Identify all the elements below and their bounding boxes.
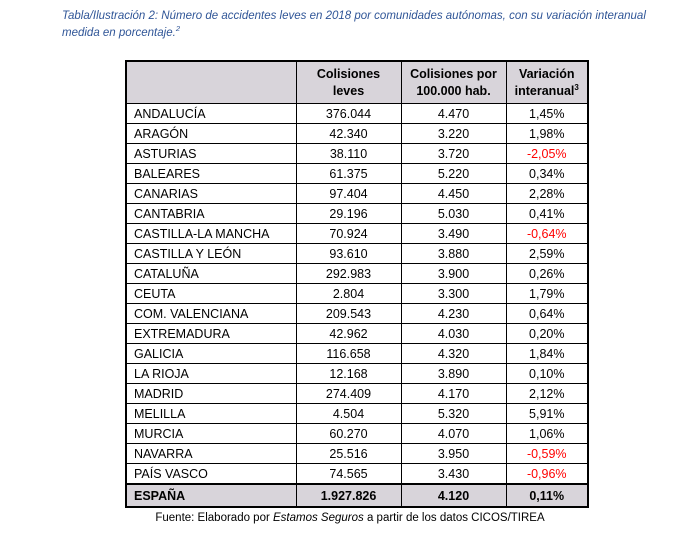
cell-region: PAÍS VASCO xyxy=(126,464,296,485)
cell-region: ESPAÑA xyxy=(126,484,296,507)
cell-region: CANTABRIA xyxy=(126,204,296,224)
table-row xyxy=(126,304,588,324)
table-row xyxy=(126,364,588,384)
cell-colisiones-por-100k: 3.300 xyxy=(401,284,506,304)
table-row xyxy=(126,464,588,485)
caption-footnote-marker: 2 xyxy=(175,24,180,34)
cell-colisiones-leves: 60.270 xyxy=(296,424,401,444)
source-prefix: Fuente: Elaborado por xyxy=(155,512,273,524)
cell-region: LA RIOJA xyxy=(126,364,296,384)
col-header-colisiones-leves xyxy=(296,61,401,104)
cell-colisiones-por-100k: 4.470 xyxy=(401,104,506,124)
cell-region: NAVARRA xyxy=(126,444,296,464)
source-emphasis: Estamos Seguros xyxy=(273,512,364,524)
cell-colisiones-por-100k: 4.030 xyxy=(401,324,506,344)
cell-colisiones-por-100k: 4.120 xyxy=(401,484,506,507)
cell-colisiones-por-100k: 3.900 xyxy=(401,264,506,284)
cell-colisiones-leves: 97.404 xyxy=(296,184,401,204)
cell-variacion-interanual: 0,26% xyxy=(506,264,588,284)
cell-colisiones-leves: 2.804 xyxy=(296,284,401,304)
col-header-line: 100.000 hab. xyxy=(416,83,491,98)
cell-colisiones-leves: 93.610 xyxy=(296,244,401,264)
cell-colisiones-leves: 38.110 xyxy=(296,144,401,164)
cell-variacion-interanual: 0,34% xyxy=(506,164,588,184)
cell-region: MELILLA xyxy=(126,404,296,424)
col-header-line: Variación xyxy=(518,66,575,81)
cell-colisiones-leves: 292.983 xyxy=(296,264,401,284)
cell-region: ANDALUCÍA xyxy=(126,104,296,124)
cell-colisiones-por-100k: 5.320 xyxy=(401,404,506,424)
table-row xyxy=(126,344,588,364)
cell-variacion-interanual: 0,41% xyxy=(506,204,588,224)
cell-colisiones-leves: 274.409 xyxy=(296,384,401,404)
cell-colisiones-por-100k: 3.490 xyxy=(401,224,506,244)
cell-colisiones-leves: 116.658 xyxy=(296,344,401,364)
cell-colisiones-por-100k: 5.030 xyxy=(401,204,506,224)
cell-region: EXTREMADURA xyxy=(126,324,296,344)
cell-colisiones-leves: 12.168 xyxy=(296,364,401,384)
header-footnote-marker: 3 xyxy=(574,82,579,92)
cell-colisiones-leves: 25.516 xyxy=(296,444,401,464)
table-row xyxy=(126,284,588,304)
cell-variacion-interanual: 1,98% xyxy=(506,124,588,144)
cell-variacion-interanual: 1,79% xyxy=(506,284,588,304)
cell-region: CANARIAS xyxy=(126,184,296,204)
cell-colisiones-por-100k: 4.230 xyxy=(401,304,506,324)
source-suffix: a partir de los datos CICOS/TIREA xyxy=(363,512,545,524)
table-row xyxy=(126,244,588,264)
cell-variacion-interanual: 0,64% xyxy=(506,304,588,324)
cell-colisiones-por-100k: 3.950 xyxy=(401,444,506,464)
cell-variacion-interanual: -2,05% xyxy=(506,144,588,164)
cell-region: CASTILLA-LA MANCHA xyxy=(126,224,296,244)
table-row xyxy=(126,404,588,424)
cell-colisiones-leves: 209.543 xyxy=(296,304,401,324)
cell-variacion-interanual: 0,10% xyxy=(506,364,588,384)
cell-colisiones-por-100k: 3.890 xyxy=(401,364,506,384)
cell-variacion-interanual: 2,12% xyxy=(506,384,588,404)
cell-colisiones-por-100k: 3.220 xyxy=(401,124,506,144)
table-row xyxy=(126,124,588,144)
cell-colisiones-leves: 42.340 xyxy=(296,124,401,144)
cell-region: MADRID xyxy=(126,384,296,404)
table-row xyxy=(126,204,588,224)
accidents-table xyxy=(125,60,589,508)
cell-variacion-interanual: 0,11% xyxy=(506,484,588,507)
table-row xyxy=(126,444,588,464)
cell-colisiones-leves: 4.504 xyxy=(296,404,401,424)
col-header-line: Colisiones xyxy=(316,66,381,81)
cell-region: CATALUÑA xyxy=(126,264,296,284)
col-header-line: leves xyxy=(332,83,365,98)
cell-region: COM. VALENCIANA xyxy=(126,304,296,324)
table-row xyxy=(126,224,588,244)
cell-variacion-interanual: 0,20% xyxy=(506,324,588,344)
cell-variacion-interanual: -0,64% xyxy=(506,224,588,244)
cell-colisiones-leves: 42.962 xyxy=(296,324,401,344)
cell-variacion-interanual: 1,06% xyxy=(506,424,588,444)
cell-colisiones-por-100k: 4.320 xyxy=(401,344,506,364)
cell-colisiones-por-100k: 4.170 xyxy=(401,384,506,404)
cell-colisiones-leves: 376.044 xyxy=(296,104,401,124)
table-row xyxy=(126,424,588,444)
table-body xyxy=(126,104,588,508)
cell-colisiones-por-100k: 4.450 xyxy=(401,184,506,204)
col-header-colisiones-por-100k xyxy=(401,61,506,104)
cell-colisiones-leves: 74.565 xyxy=(296,464,401,485)
cell-colisiones-leves: 61.375 xyxy=(296,164,401,184)
cell-variacion-interanual: 5,91% xyxy=(506,404,588,424)
col-header-variacion-interanual xyxy=(506,61,588,104)
cell-colisiones-leves: 1.927.826 xyxy=(296,484,401,507)
cell-colisiones-por-100k: 4.070 xyxy=(401,424,506,444)
table-row xyxy=(126,184,588,204)
cell-region: ASTURIAS xyxy=(126,144,296,164)
table-row xyxy=(126,164,588,184)
cell-variacion-interanual: 1,45% xyxy=(506,104,588,124)
table-row xyxy=(126,104,588,124)
table-row xyxy=(126,484,588,507)
table-row xyxy=(126,264,588,284)
cell-colisiones-por-100k: 3.720 xyxy=(401,144,506,164)
cell-region: BALEARES xyxy=(126,164,296,184)
cell-colisiones-leves: 29.196 xyxy=(296,204,401,224)
cell-colisiones-por-100k: 3.430 xyxy=(401,464,506,485)
source-note xyxy=(0,512,700,524)
cell-region: ARAGÓN xyxy=(126,124,296,144)
cell-variacion-interanual: -0,59% xyxy=(506,444,588,464)
table-row xyxy=(126,144,588,164)
cell-colisiones-por-100k: 3.880 xyxy=(401,244,506,264)
col-header-region xyxy=(126,61,296,104)
table-caption xyxy=(62,8,674,43)
cell-region: MURCIA xyxy=(126,424,296,444)
cell-colisiones-por-100k: 5.220 xyxy=(401,164,506,184)
cell-variacion-interanual: 2,28% xyxy=(506,184,588,204)
cell-variacion-interanual: 1,84% xyxy=(506,344,588,364)
cell-region: GALICIA xyxy=(126,344,296,364)
table-row xyxy=(126,324,588,344)
cell-colisiones-leves: 70.924 xyxy=(296,224,401,244)
cell-region: CEUTA xyxy=(126,284,296,304)
col-header-line: Colisiones por xyxy=(410,66,497,81)
cell-variacion-interanual: 2,59% xyxy=(506,244,588,264)
table-row xyxy=(126,384,588,404)
header-row xyxy=(126,61,588,104)
cell-variacion-interanual: -0,96% xyxy=(506,464,588,485)
col-header-line: interanual xyxy=(514,83,575,98)
table-caption-text: Tabla/Ilustración 2: Número de accidentes leves en 2018 por comunidades autónomas, con su variación interanual medida en porcentaje. xyxy=(62,10,646,40)
cell-region: CASTILLA Y LEÓN xyxy=(126,244,296,264)
